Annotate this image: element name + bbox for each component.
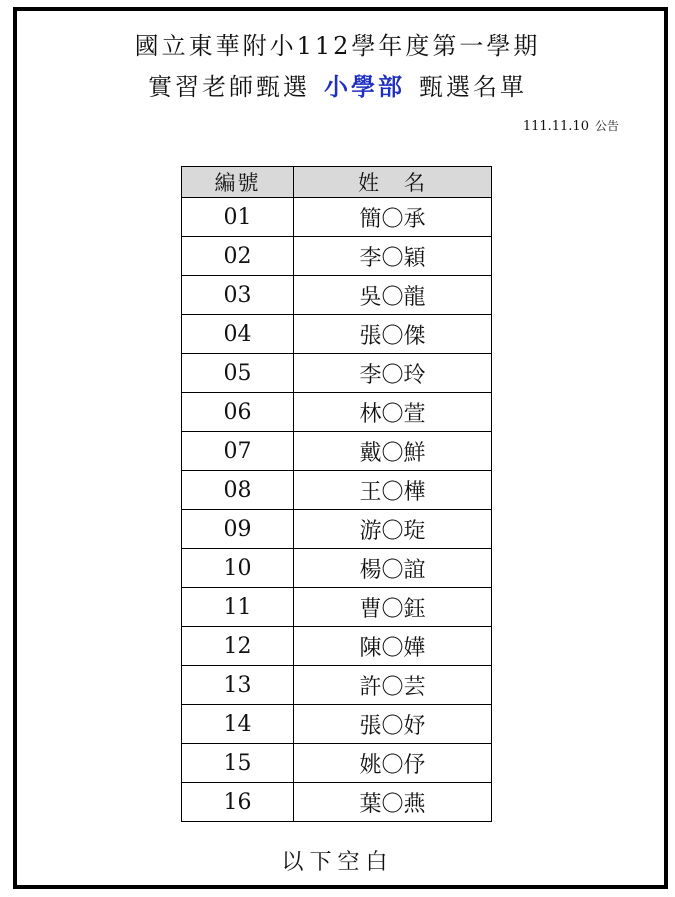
candidate-name: 戴〇鮮 [294,432,492,471]
table-row [182,627,492,666]
candidate-number: 09 [182,510,294,549]
candidate-name: 李〇穎 [294,237,492,276]
column-header-number: 編號 [182,167,294,198]
column-header-name: 姓 名 [294,167,492,198]
candidate-number: 03 [182,276,294,315]
candidate-name: 姚〇伃 [294,744,492,783]
candidate-number: 15 [182,744,294,783]
candidate-name: 楊〇誼 [294,549,492,588]
candidate-number: 11 [182,588,294,627]
candidate-number: 07 [182,432,294,471]
title-suffix: 甄選名單 [419,73,527,101]
table-row [182,783,492,822]
table-row [182,549,492,588]
table-row [182,393,492,432]
table-header-row [182,167,492,198]
table-row [182,237,492,276]
document-title-line1: 國立東華附小112學年度第一學期 [134,32,541,60]
candidate-number: 01 [182,198,294,237]
candidate-name: 簡〇承 [294,198,492,237]
candidate-number: 10 [182,549,294,588]
table-row [182,510,492,549]
candidate-number: 08 [182,471,294,510]
table-row [182,471,492,510]
candidate-name: 葉〇燕 [294,783,492,822]
candidate-name: 陳〇嬅 [294,627,492,666]
table-body [182,198,492,822]
candidate-number: 14 [182,705,294,744]
table-row [182,276,492,315]
candidate-number: 12 [182,627,294,666]
candidate-name: 游〇琁 [294,510,492,549]
candidate-name: 王〇樺 [294,471,492,510]
table-row [182,198,492,237]
table-row [182,705,492,744]
candidate-name: 李〇玲 [294,354,492,393]
date-note: 公告 [594,119,619,133]
candidate-number: 13 [182,666,294,705]
candidate-number: 02 [182,237,294,276]
candidate-number: 05 [182,354,294,393]
footer-note: 以下空白 [281,850,394,875]
candidate-name: 許〇芸 [294,666,492,705]
candidate-name: 林〇萱 [294,393,492,432]
department-label: 小學部 [324,72,405,101]
candidate-number: 06 [182,393,294,432]
announcement-date [523,117,619,134]
table-row [182,744,492,783]
candidate-table [181,166,492,822]
candidate-name: 張〇傑 [294,315,492,354]
table-row [182,588,492,627]
table-row [182,354,492,393]
candidate-number: 16 [182,783,294,822]
document-title-line2 [0,67,675,102]
date-value: 111.11.10 [522,119,589,134]
candidate-name: 吳〇龍 [294,276,492,315]
table-row [182,315,492,354]
table-row [182,666,492,705]
candidate-name: 張〇妤 [294,705,492,744]
title-prefix: 實習老師甄選 [148,73,310,101]
candidate-name: 曹〇鈺 [294,588,492,627]
table-row [182,432,492,471]
candidate-number: 04 [182,315,294,354]
